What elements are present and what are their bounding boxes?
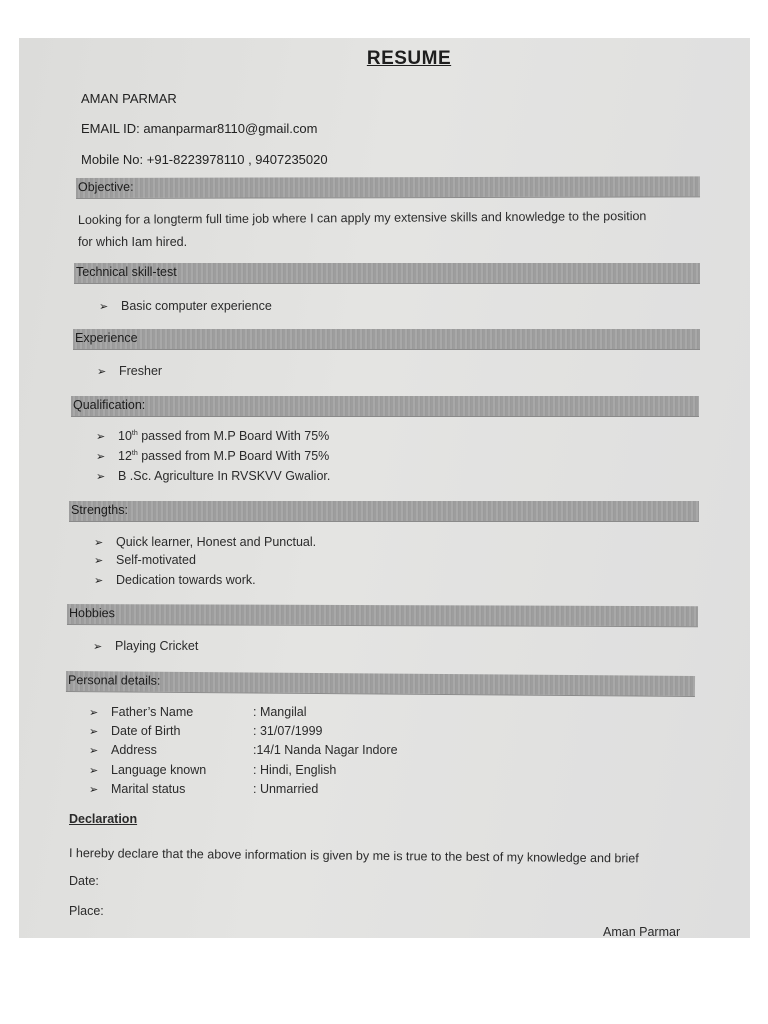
list-item: ➢ Fresher <box>97 364 163 378</box>
bullet-arrow-icon: ➢ <box>94 555 104 567</box>
objective-heading: Objective: <box>77 179 134 194</box>
personal-heading: Personal details: <box>67 673 161 688</box>
candidate-name: AMAN PARMAR <box>81 91 177 106</box>
qualification-heading-bar <box>71 396 699 417</box>
hobbies-heading: Hobbies <box>68 606 115 621</box>
technical-heading: Technical skill-test <box>76 265 177 279</box>
strengths-heading-bar <box>69 501 699 522</box>
bullet-arrow-icon: ➢ <box>89 707 99 719</box>
bullet-arrow-icon: ➢ <box>96 431 106 443</box>
email-line: EMAIL ID: amanparmar8110@gmail.com <box>81 121 318 136</box>
strengths-heading: Strengths: <box>71 503 128 517</box>
bullet-arrow-icon: ➢ <box>94 575 104 587</box>
list-item: ➢ 12th passed from M.P Board With 75% <box>96 449 330 463</box>
mobile-line: Mobile No: +91-8223978110 , 9407235020 <box>81 152 328 167</box>
experience-heading-bar <box>73 329 700 350</box>
objective-text-line-1: Looking for a longterm full time job where I can apply my extensive skills and knowledge to the position <box>77 209 647 227</box>
table-row: ➢ Language known : Hindi, English <box>89 763 337 777</box>
technical-heading-bar <box>74 263 700 284</box>
personal-heading-bar <box>66 671 695 697</box>
bullet-arrow-icon: ➢ <box>96 471 106 483</box>
list-item: ➢ Basic computer experience <box>99 299 272 313</box>
bullet-arrow-icon: ➢ <box>93 641 103 653</box>
list-item: ➢ Quick learner, Honest and Punctual. <box>94 535 317 549</box>
list-item: ➢ Dedication towards work. <box>94 573 256 587</box>
objective-text-line-2: for which Iam hired. <box>78 235 188 249</box>
bullet-arrow-icon: ➢ <box>99 301 109 313</box>
declaration-text: I hereby declare that the above information is given by me is true to the best of my knowledge and brief <box>68 846 639 866</box>
signature-name: Aman Parmar <box>603 925 681 938</box>
bullet-arrow-icon: ➢ <box>89 745 99 757</box>
list-item: ➢ Playing Cricket <box>93 639 199 653</box>
declaration-heading: Declaration <box>69 812 138 826</box>
date-label: Date: <box>69 874 99 888</box>
objective-heading-bar <box>76 176 700 199</box>
bullet-arrow-icon: ➢ <box>97 366 107 378</box>
hobbies-heading-bar <box>67 604 698 627</box>
table-row: ➢ Marital status : Unmarried <box>89 782 319 796</box>
qualification-heading: Qualification: <box>73 398 146 412</box>
list-item: ➢ B .Sc. Agriculture In RVSKVV Gwalior. <box>96 469 331 483</box>
bullet-arrow-icon: ➢ <box>89 765 99 777</box>
resume-paper <box>19 38 750 938</box>
bullet-arrow-icon: ➢ <box>89 726 99 738</box>
list-item: ➢ Self-motivated <box>94 553 196 567</box>
table-row: ➢ Father’s Name : Mangilal <box>89 705 307 719</box>
place-label: Place: <box>69 904 104 918</box>
bullet-arrow-icon: ➢ <box>96 451 106 463</box>
table-row: ➢ Date of Birth : 31/07/1999 <box>89 724 323 738</box>
bullet-arrow-icon: ➢ <box>89 784 99 796</box>
experience-heading: Experience <box>75 331 138 345</box>
table-row: ➢ Address :14/1 Nanda Nagar Indore <box>89 743 398 757</box>
list-item: ➢ 10th passed from M.P Board With 75% <box>96 429 330 443</box>
resume-title: RESUME <box>366 48 452 69</box>
bullet-arrow-icon: ➢ <box>94 537 104 549</box>
